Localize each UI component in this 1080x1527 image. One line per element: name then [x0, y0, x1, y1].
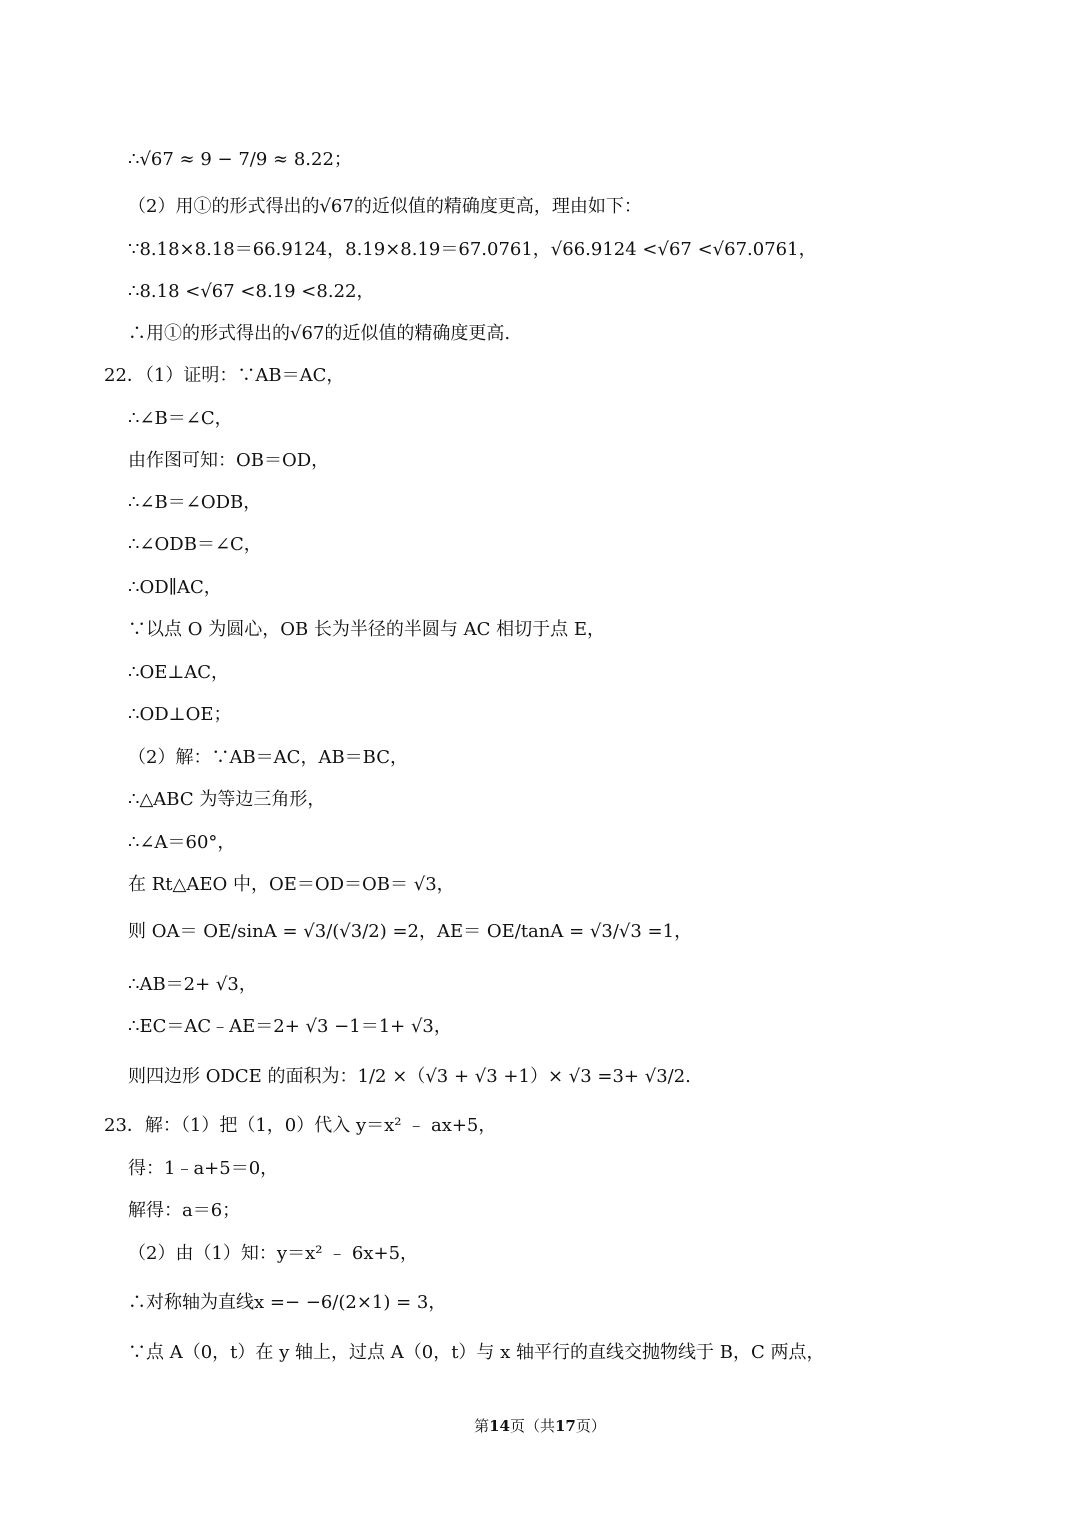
text-line: 在 Rt△AEO 中，OE＝OD＝OB＝ √3， — [128, 874, 455, 895]
text-line: ∴OD⊥OE； — [128, 704, 232, 725]
text-line: （2）解：∵AB＝AC，AB＝BC， — [128, 747, 409, 768]
page-footer — [0, 1414, 1080, 1438]
text-line: ∴△ABC 为等边三角形， — [128, 789, 326, 810]
text-line: ∵以点 O 为圆心，OB 长为半径的半圆与 AC 相切于点 E， — [128, 619, 605, 640]
text-line: ∴对称轴为直线x =− −6/(2×1) = 3， — [128, 1292, 447, 1313]
text-line: ∴∠A＝60°， — [128, 832, 236, 853]
text-line: 则四边形 ODCE 的面积为：1/2 ×（√3 + √3 +1）× √3 =3+ √3/2. — [128, 1066, 691, 1087]
text-line: 由作图可知：OB＝OD， — [128, 450, 330, 471]
text-line: ∴∠B＝∠C， — [128, 408, 233, 429]
question-23-heading: 23．解：（1）把（1，0）代入 y＝x² ﹣ ax+5， — [104, 1115, 497, 1136]
text-line: （2）用①的形式得出的√67的近似值的精确度更高，理由如下： — [128, 196, 642, 217]
text-line: ∴∠ODB＝∠C， — [128, 534, 262, 555]
text-line: （2）由（1）知：y＝x² ﹣ 6x+5， — [128, 1243, 419, 1264]
footer-prefix: 第 — [474, 1417, 490, 1435]
text-line: ∴AB＝2+ √3， — [128, 974, 257, 995]
footer-total-pages: 17 — [555, 1417, 576, 1435]
text-line: 解得：a＝6； — [128, 1200, 241, 1221]
question-22-heading: 22．（1）证明：∵AB＝AC， — [104, 365, 345, 386]
text-line: ∴√67 ≈ 9 − 7/9 ≈ 8.22； — [128, 149, 352, 170]
text-line: ∴EC＝AC﹣AE＝2+ √3 −1＝1+ √3， — [128, 1016, 452, 1037]
text-line: 则 OA＝ OE/sinA = √3/(√3/2) =2，AE＝ OE/tanA = √3/√3 =1， — [128, 921, 693, 942]
footer-page-number: 14 — [489, 1417, 510, 1435]
text-line: ∴OD∥AC， — [128, 577, 222, 598]
text-line: ∴∠B＝∠ODB， — [128, 492, 262, 513]
text-line: ∴用①的形式得出的√67的近似值的精确度更高. — [128, 323, 511, 344]
text-line: 得：1﹣a+5＝0， — [128, 1158, 279, 1179]
text-line: ∴8.18 <√67 <8.19 <8.22， — [128, 281, 375, 302]
text-line: ∵8.18×8.18＝66.9124，8.19×8.19＝67.0761，√66.9124 <√67 <√67.0761， — [128, 239, 817, 260]
footer-suffix: 页） — [575, 1417, 606, 1435]
text-line: ∴OE⊥AC， — [128, 662, 230, 683]
footer-middle: 页（共 — [509, 1417, 555, 1435]
text-line: ∵点 A（0，t）在 y 轴上，过点 A（0，t）与 x 轴平行的直线交抛物线于 B，C 两点， — [128, 1342, 825, 1363]
